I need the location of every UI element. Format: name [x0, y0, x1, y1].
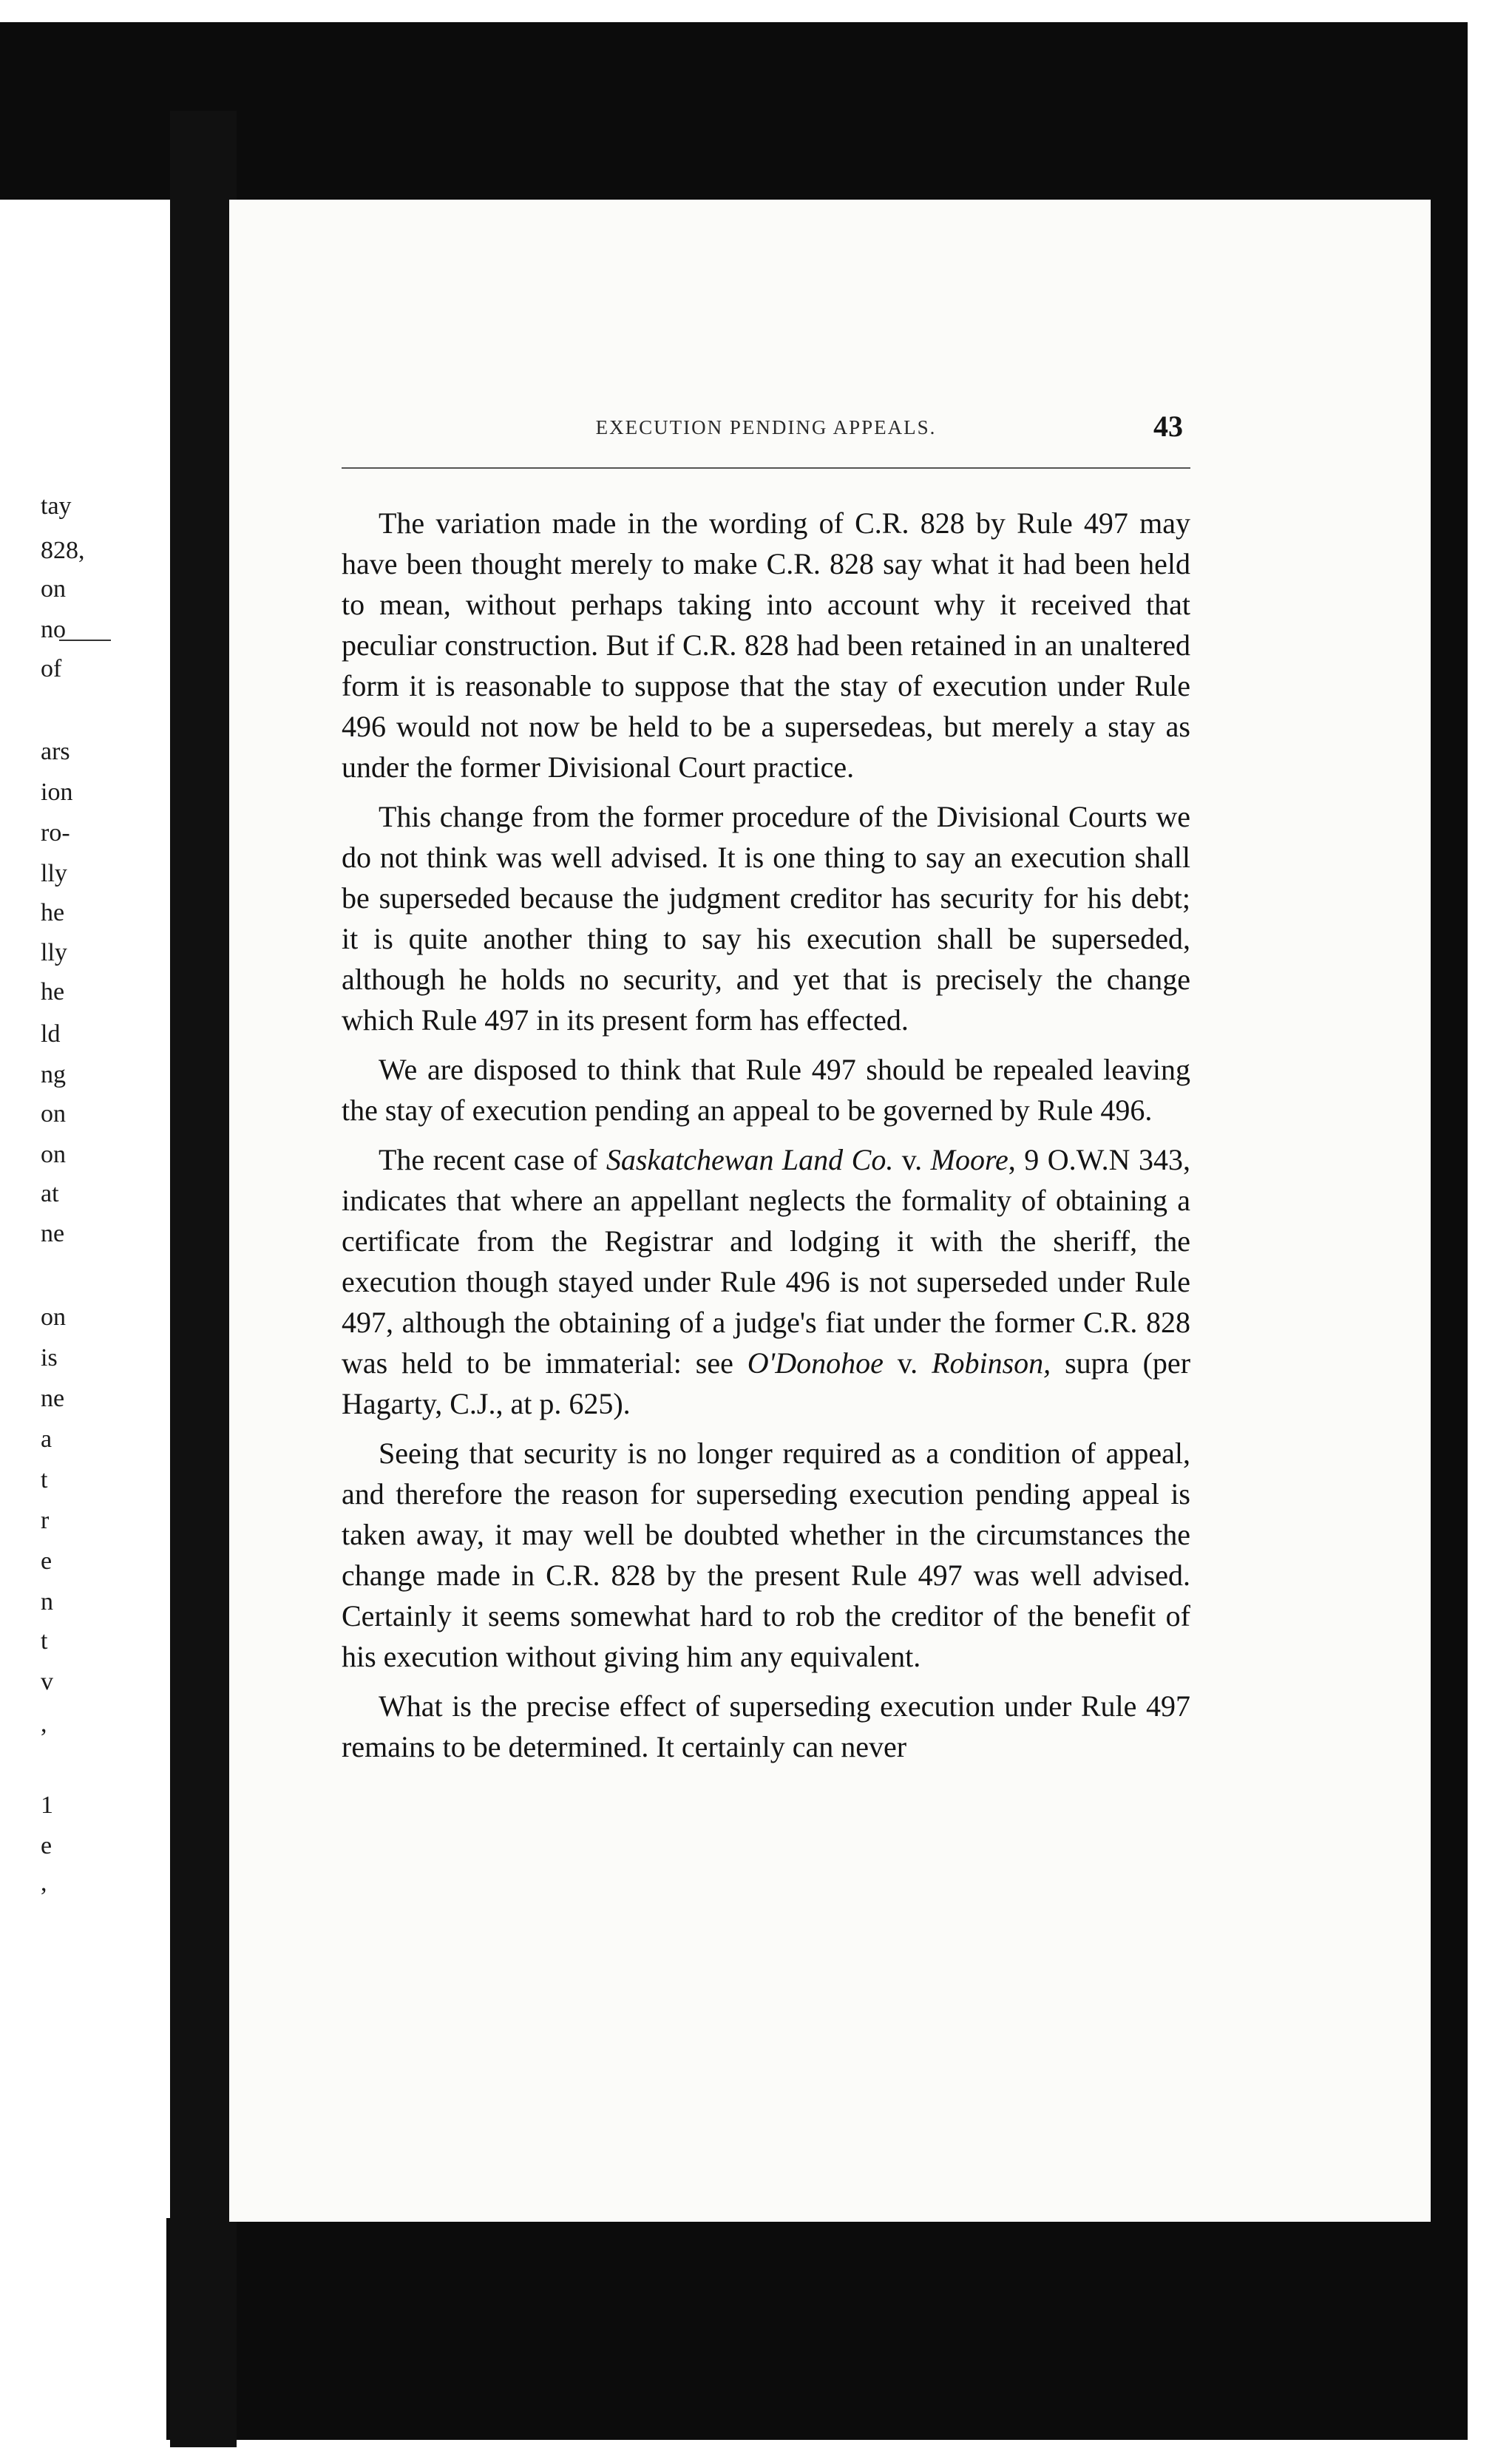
previous-page-fragment: at [41, 1181, 59, 1207]
previous-page-fragment: is [41, 1346, 58, 1371]
previous-page-fragment: e [41, 1549, 52, 1574]
case-name-robinson: Robinson, [932, 1346, 1051, 1380]
previous-page-fragment: lly [41, 940, 67, 966]
paragraph-6: What is the precise effect of superseding execution under Rule 497 remains to be determined. It certainly can never [342, 1689, 1190, 1763]
previous-page-fragment: ion [41, 780, 73, 805]
previous-page-fragment: on [41, 1102, 66, 1127]
paragraph-5: Seeing that security is no longer required as a condition of appeal, and therefore the reason for superseding execution pending appeal is taken away, it may well be doubted whether in the circumstances the change made in C.R. 828 by the present Rule 497 was well advised. Certainly it seems somewhat hard to rob the creditor of the benefit of his execution without giving him any equivalent. [342, 1437, 1190, 1673]
previous-page-fragment: 828, [41, 538, 85, 563]
paragraph-1: The variation made in the wording of C.R. 828 by Rule 497 may have been thought merely to make C.R. 828 say what it had been held to mean, without perhaps taking into account why it received that peculiar construction. But if C.R. 828 had been retained in an unaltered form it is reasonable to suppose that the stay of execution under Rule 496 would not now be held to be a supersedeas, but merely a stay as under the former Divisional Court practice. [342, 506, 1190, 784]
previous-page-fragment: on [41, 1305, 66, 1330]
paragraph-4 [342, 1139, 1190, 1424]
page-number: 43 [1153, 410, 1183, 443]
previous-page-fragment: tay [41, 494, 72, 519]
p4-versus-1: v. [893, 1143, 931, 1176]
p4-versus-2: v. [883, 1346, 932, 1380]
previous-page-fragment: ng [41, 1062, 66, 1088]
paragraph-2: This change from the former procedure of the Divisional Courts we do not think was well advised. It is one thing to say an execution shall be superseded because the judgment creditor has security for his debt; it is quite another thing to say his execution shall be superseded, although he holds no security, and yet that is precisely the change which Rule 497 in its present form has effected. [342, 800, 1190, 1037]
previous-page-fragment: of [41, 657, 62, 682]
paragraph-3: We are disposed to think that Rule 497 should be repealed leaving the stay of execution pending an appeal to be governed by Rule 496. [342, 1053, 1190, 1127]
scan-frame-bottom [140, 2218, 1468, 2440]
p4-text-2: , 9 O.W.N 343, indicates that where an appellant neglects the formality of obtaining a certificate from the Registrar and lodging it with the sheriff, the execution though stayed under Rule 496 is not superseded under Rule 497, although the obtaining of a judge's fiat under the former C.R. 828 was held to be immaterial: see [342, 1143, 1191, 1380]
previous-page-fragment: ars [41, 739, 70, 764]
case-name-odonohoe: O'Donohoe [747, 1346, 884, 1380]
previous-page-fragment: v [41, 1669, 53, 1695]
case-name-saskatchewan: Saskatchewan Land Co. [606, 1143, 894, 1176]
body-text [342, 503, 1190, 1767]
previous-page-fragment: a [41, 1427, 52, 1452]
previous-page-fragment: t [41, 1629, 48, 1654]
scan-frame-right [1431, 22, 1468, 2440]
previous-page-fragment: , [41, 1712, 47, 1737]
previous-page-fragment: on [41, 577, 66, 602]
previous-page-fragment: he [41, 901, 65, 926]
previous-page-fragment: he [41, 980, 65, 1005]
previous-page-fragment: 1 [41, 1793, 53, 1818]
p4-text-1: The recent case of [379, 1143, 606, 1176]
previous-page-fragment: ne [41, 1386, 65, 1411]
previous-page-fragment: lly [41, 861, 67, 886]
previous-page-fragment: , [41, 1871, 47, 1896]
previous-page-fragment: ro- [41, 821, 70, 846]
previous-page-fragment: no [41, 617, 66, 642]
header-rule [342, 467, 1190, 469]
book-binding-shadow [170, 111, 237, 2447]
previous-page-fragment: on [41, 1142, 66, 1167]
previous-page-fragment: r [41, 1508, 50, 1533]
running-header [342, 409, 1190, 453]
p4-text-3: supra (per Hagarty, C.J., at p. 625). [342, 1346, 1191, 1420]
running-title: EXECUTION PENDING APPEALS. [595, 416, 937, 438]
previous-page-fragment: ne [41, 1221, 65, 1247]
previous-page-fragment: e [41, 1834, 52, 1859]
previous-page-fragment: ld [41, 1022, 61, 1047]
previous-page-fragment: t [41, 1468, 48, 1493]
case-name-moore: Moore [930, 1143, 1008, 1176]
previous-page-fragment: n [41, 1590, 53, 1615]
